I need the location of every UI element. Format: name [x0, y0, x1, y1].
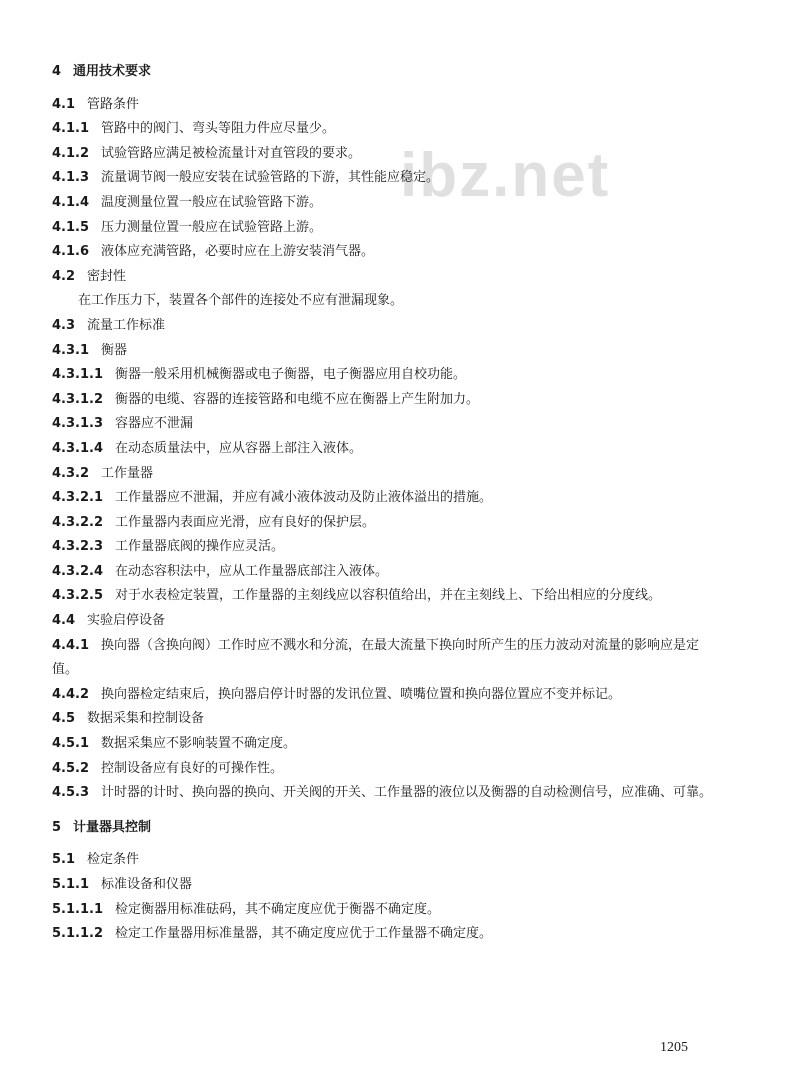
section-text: 工作量器底阀的操作应灵活。	[115, 539, 285, 555]
section-number: 4.1.2	[52, 145, 90, 161]
text-line	[52, 584, 718, 609]
text-line	[52, 560, 718, 585]
text-line	[52, 873, 718, 898]
section-text: 衡器	[101, 342, 128, 358]
text-line	[52, 609, 718, 634]
text-line	[52, 388, 718, 413]
section-number: 4	[52, 64, 62, 79]
section-text: 数据采集应不影响装置不确定度。	[101, 736, 297, 752]
section-number: 4.3.1.3	[52, 416, 103, 432]
section-number: 4.3.2.4	[52, 563, 103, 579]
text-line	[52, 166, 718, 191]
page-number: 1205	[660, 1040, 688, 1055]
section-text: 流量调节阀一般应安装在试验管路的下游，其性能应稳定。	[101, 170, 440, 186]
section-text: 通用技术要求	[73, 64, 152, 79]
section-number: 4.4.1	[52, 637, 90, 653]
section-number: 5.1.1	[52, 877, 90, 892]
section-number: 4.1.6	[52, 244, 90, 260]
section-number: 4.3.2.1	[52, 490, 103, 506]
section-text: 标准设备和仪器	[101, 877, 193, 892]
section-number: 4.3	[52, 317, 76, 333]
section-text: 压力测量位置一般应在试验管路上游。	[101, 219, 323, 235]
section-number: 4.4	[52, 613, 76, 629]
section-text: 在工作压力下，装置各个部件的连接处不应有泄漏现象。	[78, 293, 404, 309]
text-line	[52, 363, 718, 388]
section-text: 换向器检定结束后，换向器启停计时器的发讯位置、喷嘴位置和换向器位置应不变并标记。	[101, 686, 622, 702]
text-line	[52, 117, 718, 142]
section-text: 流量工作标准	[87, 317, 166, 333]
section-number: 4.3.1.2	[52, 391, 103, 407]
section-number: 5.1	[52, 852, 76, 868]
section-number: 4.3.1.4	[52, 440, 103, 456]
text-line	[52, 757, 718, 782]
text-line	[52, 191, 718, 216]
text-line	[52, 462, 718, 487]
section-number: 4.5.2	[52, 760, 90, 776]
section-text: 液体应充满管路，必要时应在上游安装消气器。	[101, 244, 375, 260]
section-number: 4.5.1	[52, 736, 90, 752]
text-line	[52, 412, 718, 437]
section-text: 检定条件	[87, 852, 140, 868]
section-text: 工作量器	[101, 465, 154, 481]
section-text: 在动态质量法中，应从容器上部注入液体。	[115, 440, 363, 456]
text-line	[52, 732, 718, 757]
document-body	[52, 60, 718, 947]
section-number: 5.1.1.1	[52, 901, 103, 917]
section-text: 检定衡器用标准砝码，其不确定度应优于衡器不确定度。	[115, 901, 441, 917]
section-text: 计时器的计时、换向器的换向、开关阀的开关、工作量器的液位以及衡器的自动检测信号，应准确、可靠。	[101, 785, 713, 801]
text-line	[52, 922, 718, 947]
section-number: 4.1.4	[52, 194, 90, 210]
section-number: 4.3.1.1	[52, 367, 103, 383]
section-text: 工作量器内表面应光滑，应有良好的保护层。	[115, 514, 376, 530]
text-line	[52, 816, 718, 841]
section-number: 4.1.3	[52, 170, 90, 186]
text-line	[52, 898, 718, 923]
section-text: 试验管路应满足被检流量计对直管段的要求。	[101, 145, 362, 161]
section-text: 管路中的阀门、弯头等阻力件应尽量少。	[101, 121, 336, 137]
text-line	[52, 707, 718, 732]
section-text: 衡器的电缆、容器的连接管路和电缆不应在衡器上产生附加力。	[115, 391, 480, 407]
section-text: 数据采集和控制设备	[87, 711, 205, 727]
section-text: 密封性	[87, 268, 127, 284]
text-line	[52, 535, 718, 560]
text-line	[52, 339, 718, 364]
text-line	[52, 781, 718, 806]
section-text: 控制设备应有良好的可操作性。	[101, 760, 284, 776]
section-text: 容器应不泄漏	[115, 416, 194, 432]
section-number: 4.3.2.2	[52, 514, 103, 530]
section-number: 4.4.2	[52, 686, 90, 702]
section-text: 温度测量位置一般应在试验管路下游。	[101, 194, 323, 210]
text-line	[52, 511, 718, 536]
text-line	[52, 314, 718, 339]
text-line	[52, 683, 718, 708]
text-line	[52, 289, 718, 314]
section-number: 4.3.2.3	[52, 539, 103, 555]
text-line	[52, 60, 718, 85]
section-number: 4.3.1	[52, 342, 90, 358]
section-text: 实验启停设备	[87, 613, 166, 629]
text-line	[52, 634, 718, 683]
section-number: 5	[52, 819, 62, 835]
text-line	[52, 437, 718, 462]
section-text: 工作量器应不泄漏，并应有减小液体波动及防止液体溢出的措施。	[115, 490, 493, 506]
section-text: 换向器（含换向阀）工作时应不溅水和分流，在最大流量下换向时所产生的压力波动对流量的影响应是定值。	[52, 637, 700, 678]
section-text: 衡器一般采用机械衡器或电子衡器，电子衡器应用自校功能。	[115, 367, 467, 383]
section-text: 在动态容积法中，应从工作量器底部注入液体。	[115, 563, 389, 579]
section-text: 对于水表检定装置，工作量器的主刻线应以容积值给出，并在主刻线上、下给出相应的分度线。	[115, 588, 662, 604]
text-line	[52, 486, 718, 511]
text-line	[52, 93, 718, 118]
section-number: 4.5.3	[52, 785, 90, 801]
section-text: 管路条件	[87, 96, 140, 112]
section-text: 检定工作量器用标准量器，其不确定度应优于工作量器不确定度。	[115, 926, 493, 942]
text-line	[52, 265, 718, 290]
section-number: 4.1.5	[52, 219, 90, 235]
section-number: 4.3.2.5	[52, 588, 103, 604]
text-line	[52, 240, 718, 265]
section-number: 4.1	[52, 96, 76, 112]
section-text: 计量器具控制	[73, 819, 152, 835]
section-number: 4.5	[52, 711, 76, 727]
section-number: 4.2	[52, 268, 76, 284]
section-number: 4.1.1	[52, 121, 90, 137]
text-line	[52, 848, 718, 873]
section-number: 4.3.2	[52, 465, 90, 481]
watermark: ibz.net	[400, 141, 611, 210]
text-line	[52, 142, 718, 167]
section-number: 5.1.1.2	[52, 926, 103, 942]
text-line	[52, 216, 718, 241]
